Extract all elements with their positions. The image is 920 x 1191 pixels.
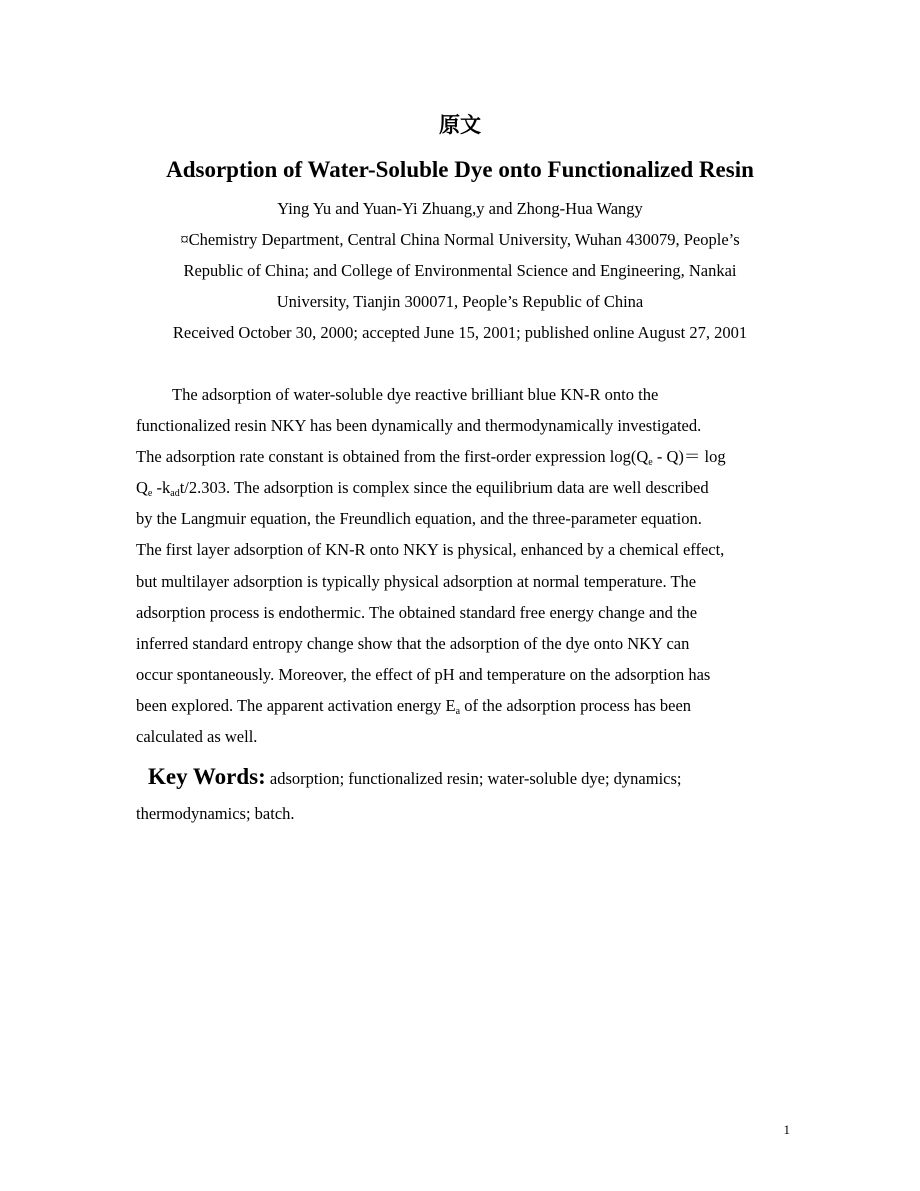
abstract-line: inferred standard entropy change show that the adsorption of the dye onto NKY can — [136, 633, 690, 653]
abstract-line: The first layer adsorption of KN-R onto NKY is physical, enhanced by a chemical effect, — [136, 540, 725, 560]
keywords-text: thermodynamics; batch. — [136, 804, 295, 823]
abstract — [136, 379, 786, 752]
abstract-line: by the Langmuir equation, the Freundlich equation, and the three-parameter equation. — [136, 509, 702, 529]
abstract-line: calculated as well. — [136, 727, 258, 747]
keywords-text: adsorption; functionalized resin; water-soluble dye; dynamics; — [265, 769, 682, 788]
page-number: 1 — [783, 1122, 790, 1137]
abstract-line: The adsorption rate constant is obtained from the first-order expression $\log(Q_e - Q)= \log$ — [136, 447, 726, 469]
abstract-line: functionalized resin NKY has been dynamically and thermodynamically investigated. — [136, 416, 702, 436]
affiliation-line: ¤Chemistry Department, Central China Normal University, Wuhan 430079, People’s — [180, 230, 740, 249]
keywords-label: Key Words: — [148, 764, 266, 789]
abstract-line: been explored. The apparent activation energy $E_a$ of the adsorption process has been — [136, 695, 692, 717]
keywords-line — [136, 796, 786, 831]
abstract-line: The adsorption of water-soluble dye reactive brilliant blue KN-R onto the — [172, 385, 659, 404]
abstract-line: occur spontaneously. Moreover, the effect of pH and temperature on the adsorption has — [136, 664, 711, 684]
abstract-line: $Q_e$ $-k_{ad}t/2.303$. The adsorption is complex since the equilibrium data are well described — [136, 478, 709, 500]
affiliation — [0, 224, 920, 317]
affiliation-line: Republic of China; and College of Environmental Science and Engineering, Nankai — [183, 261, 737, 280]
keywords — [136, 759, 786, 831]
paper-title: Adsorption of Water-Soluble Dye onto Functionalized Resin — [166, 157, 754, 182]
keywords-line — [136, 759, 786, 796]
received-dates: Received October 30, 2000; accepted June 15, 2001; published online August 27, 2001 — [172, 323, 748, 342]
header-label: 原文 — [439, 113, 481, 137]
abstract-line: adsorption process is endothermic. The obtained standard free energy change and the — [136, 602, 698, 622]
authors: Ying Yu and Yuan-Yi Zhuang,y and Zhong-Hua Wangy — [277, 199, 643, 218]
affiliation-line: University, Tianjin 300071, People’s Republic of China — [276, 292, 644, 311]
abstract-line: but multilayer adsorption is typically physical adsorption at normal temperature. The — [136, 571, 697, 591]
